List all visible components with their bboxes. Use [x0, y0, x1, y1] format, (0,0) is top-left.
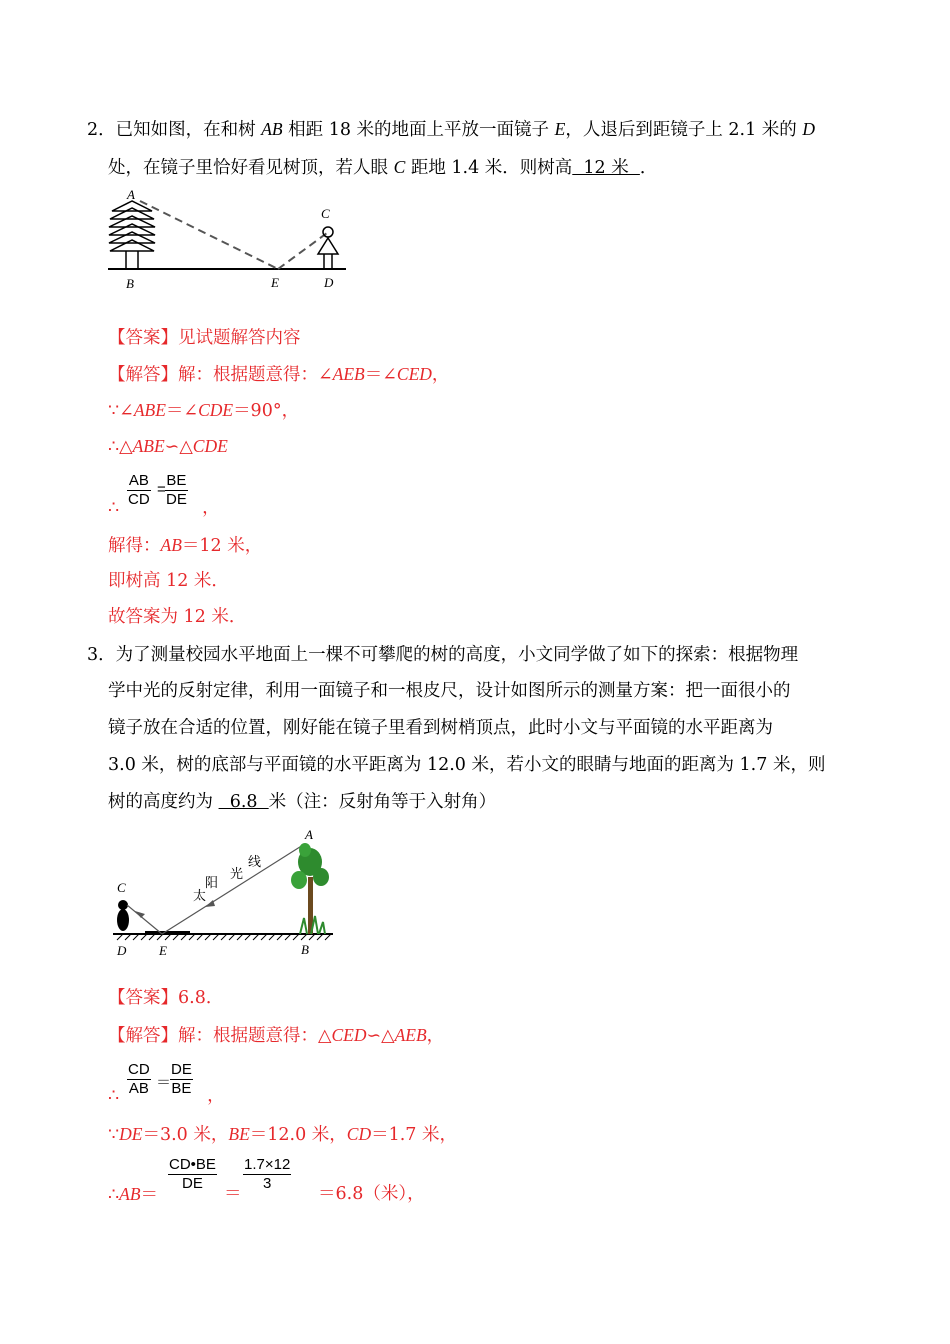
q2-line2: 处，在镜子里恰好看见树顶，若人眼 C 距地 1.4 米．则树高 12 米 ．: [108, 157, 658, 178]
label-e: E: [159, 943, 167, 958]
q3-fraction-2: $\frac{DE}{BE}$: [171, 1061, 192, 1097]
q3-fraction-4: $\frac{1.7\times 12}{3}$: [244, 1156, 291, 1192]
q3-solution-1: 【解答】解：根据题意得：△CED∽△AEB，: [108, 1025, 445, 1046]
sun-label-2: 阳: [205, 876, 219, 891]
q3-answer: 【答案】6.8．: [108, 988, 224, 1008]
label-e: E: [271, 275, 279, 290]
q3-line3: 镜子放在合适的位置，刚好能在镜子里看到树梢顶点，此时小文与平面镜的水平距离为: [108, 718, 773, 738]
label-b: B: [301, 942, 309, 957]
q2-therefore: ∴ ，: [108, 498, 220, 518]
q3-eq: ＝: [224, 1184, 242, 1204]
q3-fraction-eq: ＝: [156, 1074, 172, 1091]
q3-compute: ∴AB＝: [108, 1184, 159, 1205]
q3-given: ∵DE＝3.0 米，BE＝12.0 米，CD＝1.7 米，: [108, 1124, 458, 1145]
person-icon: [318, 227, 338, 269]
label-d: D: [324, 275, 334, 290]
q2-answer: 【答案】见试题解答内容: [108, 328, 301, 348]
tree-icon: [109, 201, 155, 269]
q3-fraction-3: $\frac{CD•BE}{DE}$: [169, 1156, 216, 1192]
sun-label-4: 线: [248, 855, 262, 870]
label-a: A: [127, 188, 135, 202]
q2-solution-1: 【解答】解：根据题意得：∠AEB＝∠CED，: [108, 364, 450, 385]
q2-final: 故答案为 12 米．: [108, 607, 247, 627]
q3-result: ＝6.8（米），: [318, 1184, 425, 1204]
q2-solution-3: ∴△ABE∽△CDE: [108, 436, 228, 457]
label-c: C: [321, 206, 330, 221]
q3-answer-blank: 6.8: [218, 792, 269, 812]
q3-therefore: ∴ ，: [108, 1086, 225, 1106]
q2-solution-2: ∵∠ABE＝∠CDE＝90°，: [108, 400, 300, 421]
q3-line5: 树的高度约为 6.8 米（注：反射角等于入射角）: [108, 792, 497, 812]
label-d: D: [117, 943, 127, 958]
q3-line4: 3.0 米，树的底部与平面镜的水平距离为 12.0 米，若小文的眼睛与地面的距离为 1.7 米，则: [108, 755, 826, 775]
q2-fraction-2: $\frac{BE}{DE}$: [166, 472, 187, 508]
mirror: [145, 931, 190, 935]
q3-line1: 3．为了测量校园水平地面上一棵不可攀爬的树的高度，小文同学做了如下的探索：根据物理: [87, 645, 799, 665]
q2-fraction-eq: =: [157, 481, 166, 498]
tree-icon: [291, 843, 329, 934]
sun-label-3: 光: [230, 867, 244, 882]
label-a: A: [305, 827, 313, 842]
label-b: B: [126, 276, 134, 291]
q2-line1: 2．已知如图，在和树 AB 相距 18 米的地面上平放一面镜子 E，人退后到距镜子上 2.1 米的 D: [87, 119, 815, 140]
q2-solve: 解得：AB＝12 米，: [108, 535, 263, 556]
sun-label-1: 太: [193, 889, 207, 904]
q2-fraction-1: $\frac{AB}{CD}$: [128, 472, 150, 508]
label-c: C: [117, 880, 126, 895]
q2-conclude: 即树高 12 米．: [108, 571, 229, 591]
q3-fraction-1: $\frac{CD}{AB}$: [128, 1061, 150, 1097]
q3-line2: 学中光的反射定律，利用一面镜子和一根皮尺，设计如图所示的测量方案：把一面很小的: [108, 681, 791, 701]
q2-answer-blank: 12 米: [572, 158, 640, 178]
person-icon: [117, 900, 129, 931]
q2-figure: [100, 188, 360, 293]
q3-figure: [105, 822, 345, 962]
